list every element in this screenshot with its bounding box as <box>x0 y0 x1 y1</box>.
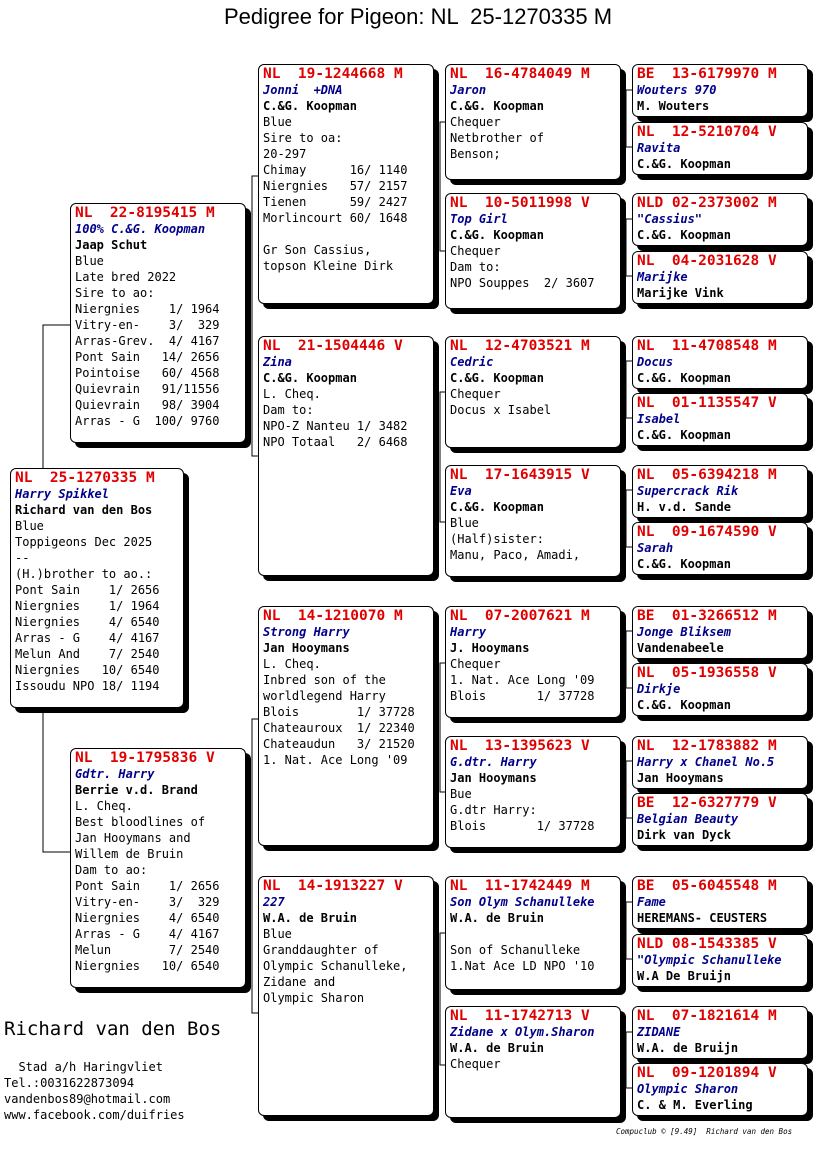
card-ring: NLD 02-2373002 M <box>637 195 777 211</box>
card-ring: NL 25-1270335 M <box>15 470 155 486</box>
pedigree-card-dam-dam[interactable] <box>258 876 434 1116</box>
pedigree-card-gg3[interactable] <box>632 193 808 246</box>
card-breeder: W.A. de Bruijn <box>637 1041 739 1055</box>
card-info-line <box>263 226 429 242</box>
card-info-line: Blois 1/ 37728 <box>263 705 415 719</box>
card-info-line: Melun And 7/ 2540 <box>15 647 160 661</box>
card-ring: NL 04-2031628 V <box>637 253 777 269</box>
card-info-line: Chequer <box>450 1057 501 1071</box>
card-breeder: C.&G. Koopman <box>450 371 544 385</box>
pedigree-card-gg7[interactable] <box>632 465 808 518</box>
card-ring: BE 13-6179970 M <box>637 66 777 82</box>
pedigree-card-gg1[interactable] <box>632 64 808 117</box>
pedigree-card-ssd[interactable] <box>445 193 621 309</box>
card-info-line <box>450 926 616 942</box>
card-name: Eva <box>450 484 472 498</box>
card-name: ZIDANE <box>637 1025 681 1039</box>
card-ring: BE 05-6045548 M <box>637 878 777 894</box>
card-info-line: Bue <box>450 787 472 801</box>
card-info-line: Sire to ao: <box>75 286 155 300</box>
card-name: Sarah <box>637 541 674 555</box>
card-breeder: Jan Hooymans <box>263 641 350 655</box>
card-info-line: Niergnies 1/ 1964 <box>15 599 160 613</box>
card-breeder: W.A De Bruijn <box>637 969 731 983</box>
pedigree-card-sdd[interactable] <box>445 465 621 577</box>
card-name: Supercrack Rik <box>637 484 739 498</box>
card-info-line: Quievrain 98/ 3904 <box>75 398 220 412</box>
owner-name: Richard van den Bos <box>4 1018 222 1040</box>
card-ring: NL 14-1913227 V <box>263 878 403 894</box>
card-ring: NL 19-1795836 V <box>75 750 215 766</box>
card-info-line: (Half)sister: <box>450 532 544 546</box>
card-info-line: Blue <box>450 516 479 530</box>
owner-email[interactable]: vandenbos89@hotmail.com <box>4 1092 171 1106</box>
card-ring: NLD 08-1543385 V <box>637 936 777 952</box>
card-breeder: C.&G. Koopman <box>637 557 731 571</box>
card-info-line: -- <box>15 551 30 565</box>
card-name: Harry <box>450 625 487 639</box>
card-breeder: M. Wouters <box>637 99 710 113</box>
card-ring: NL 21-1504446 V <box>263 338 403 354</box>
card-info-line: Arras - G 100/ 9760 <box>75 414 220 428</box>
owner-website[interactable]: www.facebook.com/duifries <box>4 1108 185 1122</box>
card-info-line: L. Cheq. <box>263 387 321 401</box>
card-name: 100% C.&G. Koopman <box>75 222 206 236</box>
pedigree-card-sss[interactable] <box>445 64 621 180</box>
card-info-line: Manu, Paco, Amadi, <box>450 548 581 562</box>
card-name: Gdtr. Harry <box>75 767 155 781</box>
card-ring: NL 09-1674590 V <box>637 524 777 540</box>
card-info-line: Blue <box>263 115 292 129</box>
card-info-line: Toppigeons Dec 2025 <box>15 535 153 549</box>
card-breeder: Jan Hooymans <box>450 771 537 785</box>
card-breeder: J. Hooymans <box>450 641 530 655</box>
card-info-line: L. Cheq. <box>75 799 133 813</box>
pedigree-card-gg5[interactable] <box>632 336 808 389</box>
card-breeder: Marijke Vink <box>637 286 724 300</box>
card-info-line: Best bloodlines of <box>75 815 206 829</box>
card-breeder: C.&G. Koopman <box>637 157 731 171</box>
pedigree-card-gg11[interactable] <box>632 736 808 789</box>
card-ring: BE 01-3266512 M <box>637 608 777 624</box>
pedigree-card-dam-sire[interactable] <box>258 606 434 846</box>
card-name: "Olympic Schanulleke <box>637 953 782 967</box>
card-breeder: C.&G. Koopman <box>263 371 357 385</box>
owner-address: Stad a/h Haringvliet <box>4 1060 163 1074</box>
card-info-line: Netbrother of <box>450 131 544 145</box>
card-name: Top Girl <box>450 212 508 226</box>
card-info-line: Chequer <box>450 657 501 671</box>
card-ring: NL 17-1643915 V <box>450 467 590 483</box>
card-breeder: H. v.d. Sande <box>637 500 731 514</box>
card-ring: NL 09-1201894 V <box>637 1065 777 1081</box>
card-breeder: C.&G. Koopman <box>637 428 731 442</box>
card-name: Marijke <box>637 270 688 284</box>
card-info-line: topson Kleine Dirk <box>263 259 394 273</box>
card-info-line: Blue <box>75 254 104 268</box>
card-info-line: Pont Sain 1/ 2656 <box>75 879 220 893</box>
card-breeder: C.&G. Koopman <box>637 698 731 712</box>
card-name: Harry x Chanel No.5 <box>637 755 775 769</box>
card-info-line: Blois 1/ 37728 <box>450 689 595 703</box>
pedigree-card-sds[interactable] <box>445 336 621 448</box>
card-ring: NL 07-1821614 M <box>637 1008 777 1024</box>
card-info-line: Dam to ao: <box>75 863 148 877</box>
card-breeder: C.&G. Koopman <box>450 500 544 514</box>
card-ring: NL 11-1742713 V <box>450 1008 590 1024</box>
card-info-line: Niergnies 4/ 6540 <box>15 615 160 629</box>
card-name: "Cassius" <box>637 212 703 226</box>
card-name: Wouters 970 <box>637 83 717 97</box>
card-info-line: Niergnies 10/ 6540 <box>15 663 160 677</box>
pedigree-card-gg9[interactable] <box>632 606 808 659</box>
card-breeder: Berrie v.d. Brand <box>75 783 198 797</box>
card-info-line: Pointoise 60/ 4568 <box>75 366 220 380</box>
card-name: Jonge Bliksem <box>637 625 731 639</box>
card-info-line: Blue <box>15 519 44 533</box>
card-info-line: Niergnies 1/ 1964 <box>75 302 220 316</box>
card-info-line: Niergnies 57/ 2157 <box>263 179 408 193</box>
card-ring: NL 12-4703521 M <box>450 338 590 354</box>
card-info-line: NPO Totaal 2/ 6468 <box>263 435 408 449</box>
card-breeder: W.A. de Bruin <box>450 1041 544 1055</box>
card-info-line: Dam to: <box>450 260 501 274</box>
card-name: Ravita <box>637 141 681 155</box>
card-breeder: Jan Hooymans <box>637 771 724 785</box>
card-info-line: 20-297 <box>263 147 307 161</box>
card-name: Fame <box>637 895 666 909</box>
card-info-line: Gr Son Cassius, <box>263 243 372 257</box>
card-ring: NL 12-1783882 M <box>637 738 777 754</box>
card-info-line: 1.Nat Ace LD NPO '10 <box>450 959 595 973</box>
card-name: Olympic Sharon <box>637 1082 739 1096</box>
card-ring: NL 13-1395623 V <box>450 738 590 754</box>
card-info-line: Pont Sain 1/ 2656 <box>15 583 160 597</box>
card-info-line: Chateaudun 3/ 21520 <box>263 737 415 751</box>
card-ring: NL 07-2007621 M <box>450 608 590 624</box>
card-ring: BE 12-6327779 V <box>637 795 777 811</box>
card-info-line: worldlegend Harry <box>263 689 386 703</box>
card-ring: NL 10-5011998 V <box>450 195 590 211</box>
card-breeder: C.&G. Koopman <box>637 371 731 385</box>
pedigree-card-gg16[interactable] <box>632 1063 808 1116</box>
card-info-line: Morlincourt 60/ 1648 <box>263 211 408 225</box>
card-info-line: G.dtr Harry: <box>450 803 537 817</box>
card-info-line: Inbred son of the <box>263 673 386 687</box>
card-ring: NL 12-5210704 V <box>637 124 777 140</box>
card-name: Isabel <box>637 412 681 426</box>
pedigree-card-sire-sire[interactable] <box>258 64 434 304</box>
card-info-line: Granddaughter of <box>263 943 379 957</box>
card-info-line: Chequer <box>450 244 501 258</box>
card-info-line: Sire to oa: <box>263 131 343 145</box>
card-info-line: Dam to: <box>263 403 314 417</box>
card-info-line: 1. Nat. Ace Long '09 <box>450 673 595 687</box>
card-ring: NL 16-4784049 M <box>450 66 590 82</box>
card-ring: NL 01-1135547 V <box>637 395 777 411</box>
card-breeder: W.A. de Bruin <box>263 911 357 925</box>
card-name: Zina <box>263 355 292 369</box>
card-name: Belgian Beauty <box>637 812 739 826</box>
card-info-line: Son of Schanulleke <box>450 943 581 957</box>
card-name: Cedric <box>450 355 494 369</box>
card-name: Docus <box>637 355 674 369</box>
card-info-line: Quievrain 91/11556 <box>75 382 220 396</box>
pedigree-card-gg12[interactable] <box>632 793 808 846</box>
card-name: Jaron <box>450 83 487 97</box>
pedigree-card-gg14[interactable] <box>632 934 808 987</box>
card-info-line: Chequer <box>450 115 501 129</box>
card-info-line: L. Cheq. <box>263 657 321 671</box>
card-info-line: Late bred 2022 <box>75 270 177 284</box>
card-info-line: Olympic Schanulleke, <box>263 959 408 973</box>
card-info-line: Willem de Bruin <box>75 847 184 861</box>
card-name: Strong Harry <box>263 625 350 639</box>
card-info-line: (H.)brother to ao.: <box>15 567 153 581</box>
pedigree-card-dds[interactable] <box>445 876 621 990</box>
footer-credit: Compuclub © [9.49] Richard van den Bos <box>616 1127 793 1136</box>
card-breeder: Richard van den Bos <box>15 503 153 517</box>
card-ring: NL 14-1210070 M <box>263 608 403 624</box>
card-breeder: C.&G. Koopman <box>450 99 544 113</box>
pedigree-card-dam[interactable] <box>70 748 246 988</box>
card-info-line: Arras-Grev. 4/ 4167 <box>75 334 220 348</box>
card-name: Zidane x Olym.Sharon <box>450 1025 595 1039</box>
card-info-line: Chequer <box>450 387 501 401</box>
card-breeder: HEREMANS- CEUSTERS <box>637 911 768 925</box>
card-info-line: NPO Souppes 2/ 3607 <box>450 276 595 290</box>
card-name: G.dtr. Harry <box>450 755 537 769</box>
pedigree-card-gg13[interactable] <box>632 876 808 929</box>
card-info-line: Zidane and <box>263 975 336 989</box>
pedigree-card-pigeon[interactable] <box>10 468 184 708</box>
card-breeder: Jaap Schut <box>75 238 148 252</box>
card-info-line: Niergnies 4/ 6540 <box>75 911 220 925</box>
card-info-line: Chateauroux 1/ 22340 <box>263 721 415 735</box>
card-breeder: C.&G. Koopman <box>637 228 731 242</box>
card-breeder: C.&G. Koopman <box>450 228 544 242</box>
card-breeder: Dirk van Dyck <box>637 828 731 842</box>
card-info-line: Issoudu NPO 18/ 1194 <box>15 679 160 693</box>
pedigree-card-dss[interactable] <box>445 606 621 718</box>
card-info-line: Blue <box>263 927 292 941</box>
card-info-line: Pont Sain 14/ 2656 <box>75 350 220 364</box>
card-ring: NL 11-4708548 M <box>637 338 777 354</box>
pedigree-card-gg15[interactable] <box>632 1006 808 1059</box>
card-info-line: Blois 1/ 37728 <box>450 819 595 833</box>
card-name: Dirkje <box>637 682 681 696</box>
card-breeder: W.A. de Bruin <box>450 911 544 925</box>
card-info-line: Benson; <box>450 147 501 161</box>
card-ring: NL 05-1936558 V <box>637 665 777 681</box>
page-title: Pedigree for Pigeon: NL 25-1270335 M <box>223 4 613 29</box>
pedigree-card-gg4[interactable] <box>632 251 808 304</box>
card-info-line: Docus x Isabel <box>450 403 552 417</box>
card-breeder: C. & M. Everling <box>637 1098 753 1112</box>
pedigree-card-dsd[interactable] <box>445 736 621 848</box>
card-ring: NL 22-8195415 M <box>75 205 215 221</box>
pedigree-card-gg2[interactable] <box>632 122 808 175</box>
card-info-line: Jan Hooymans and <box>75 831 191 845</box>
pedigree-card-gg10[interactable] <box>632 663 808 716</box>
card-name: Jonni +DNA <box>263 83 343 97</box>
card-info-line: Arras - G 4/ 4167 <box>75 927 220 941</box>
card-info-line: Chimay 16/ 1140 <box>263 163 408 177</box>
pedigree-card-sire-dam[interactable] <box>258 336 434 576</box>
card-name: Son Olym Schanulleke <box>450 895 595 909</box>
pedigree-card-ddd[interactable] <box>445 1006 621 1118</box>
card-info-line: Melun 7/ 2540 <box>75 943 220 957</box>
card-info-line: Vitry-en- 3/ 329 <box>75 318 220 332</box>
pedigree-card-gg6[interactable] <box>632 393 808 446</box>
owner-phone: Tel.:0031622873094 <box>4 1076 135 1090</box>
pedigree-card-sire[interactable] <box>70 203 246 443</box>
card-info-line: Tienen 59/ 2427 <box>263 195 408 209</box>
card-ring: NL 11-1742449 M <box>450 878 590 894</box>
card-info-line: 1. Nat. Ace Long '09 <box>263 753 408 767</box>
card-info-line: Vitry-en- 3/ 329 <box>75 895 220 909</box>
card-name: 227 <box>263 895 285 909</box>
pedigree-card-gg8[interactable] <box>632 522 808 575</box>
card-breeder: C.&G. Koopman <box>263 99 357 113</box>
card-info-line: Niergnies 10/ 6540 <box>75 959 220 973</box>
card-ring: NL 05-6394218 M <box>637 467 777 483</box>
card-info-line: Arras - G 4/ 4167 <box>15 631 160 645</box>
card-info-line: Olympic Sharon <box>263 991 365 1005</box>
card-name: Harry Spikkel <box>15 487 109 501</box>
card-ring: NL 19-1244668 M <box>263 66 403 82</box>
card-breeder: Vandenabeele <box>637 641 724 655</box>
card-info-line: NPO-Z Nanteu 1/ 3482 <box>263 419 408 433</box>
